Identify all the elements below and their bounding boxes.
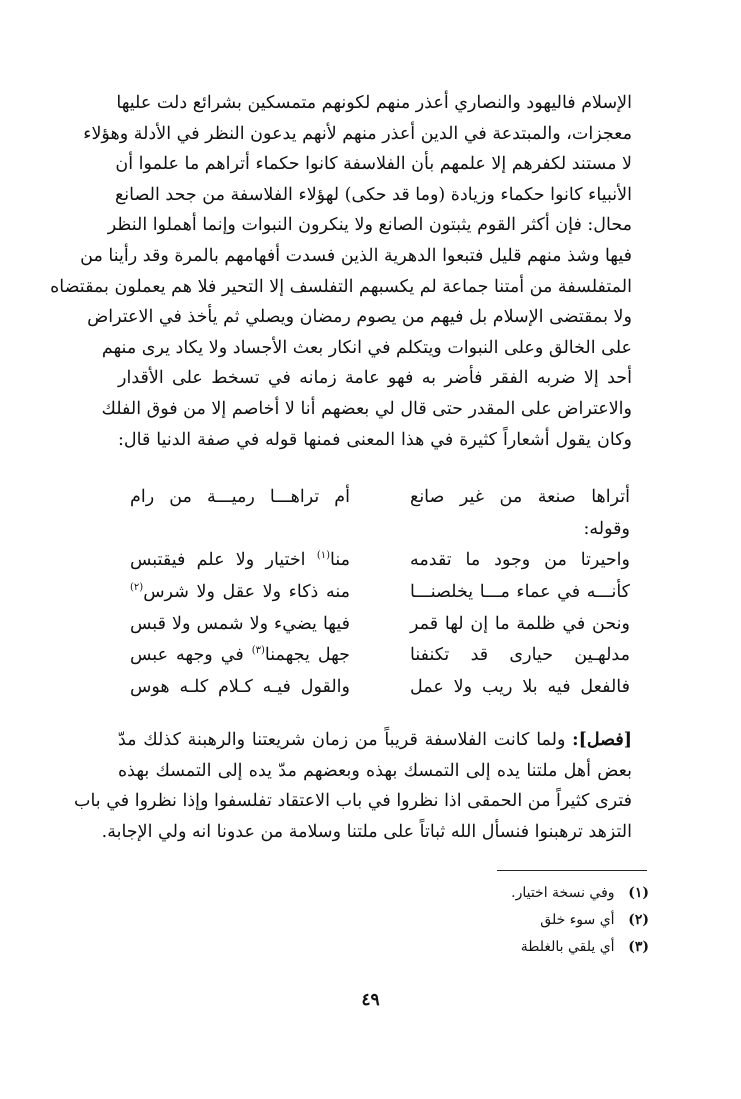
text-line: بعض أهل ملتنا يده إلى التمسك بهذه وبعضهم مدّ يده إلى التمسك بهذه <box>118 760 632 781</box>
section-label: [فصل]: <box>572 730 632 750</box>
verse-first-hemistich: ونحن في ظلمة ما إن لها قمر <box>410 613 630 634</box>
footnote-text: أي سوء خلق <box>540 912 615 928</box>
hemistich-text: في وجهه عبس <box>130 645 252 666</box>
text-line: الإسلام فاليهود والنصاري أعذر منهم لكونهم متمسكين بشرائع دلت عليها <box>116 93 632 113</box>
footnote-ref: (٣) <box>251 645 265 657</box>
text-line: المتفلسفة من أمتنا جماعة لم يكسبهم التفلسف إلا التحير فلا هم يعملون بمقتضاه <box>50 276 632 297</box>
verse-first-hemistich: كأنـــه في عماء مـــا يخلصنـــا <box>410 582 630 603</box>
footnotes <box>389 880 649 961</box>
footnote <box>389 934 649 961</box>
footnote-number: (٣) <box>628 939 649 955</box>
text-line: والاعتراض على المقدر حتى قال لي بعضهم أنا لا أخاصم إلا من فوق الفلك <box>101 398 632 419</box>
hemistich-text: جهل يجهمنا <box>264 645 350 666</box>
poem-verse <box>130 545 630 577</box>
text-line: أحد إلا ضربه الفقر فأضر به فهو عامة زمانه في تسخط على الأقدار <box>118 368 632 389</box>
text-line: لا مستند لكفرهم إلا علمهم بأن الفلاسفة كانوا حكماء أتراهم ما علموا أن <box>115 154 632 175</box>
footnote-ref: (١) <box>316 550 330 562</box>
footnote-text: وفي نسخة اختيار. <box>511 885 615 901</box>
footnote-number: (١) <box>628 885 649 901</box>
poem-verse <box>130 577 630 609</box>
verse-first-hemistich: مدلهـين حيارى قد تكنفنا <box>410 645 630 666</box>
hemistich-text: اختيار ولا علم فيقتبس <box>130 550 317 571</box>
text-line: الأنبياء كانوا حكماء وزيادة (وما قد حكى) لهؤلاء الفلاسفة من جحد الصانع <box>114 184 632 205</box>
hemistich-text: فيها يضيء ولا شمس ولا قبس <box>130 613 350 634</box>
verse-first-hemistich: واحيرتا من وجود ما تقدمه <box>410 550 630 571</box>
poem-verse <box>130 609 630 641</box>
footnote-divider <box>497 870 647 871</box>
footnote <box>389 880 649 907</box>
verse-second-hemistich <box>130 545 350 577</box>
hemistich-text: والقول فيـه كـلام كلـه هوس <box>130 677 350 698</box>
footnote-number: (٢) <box>628 912 649 928</box>
footnote-ref: (٢) <box>130 582 144 594</box>
poem-verse <box>130 482 630 514</box>
poem <box>130 482 630 704</box>
poem-verse <box>130 672 630 704</box>
verse-first-hemistich: أتراها صنعة من غير صانع <box>410 487 630 507</box>
text-line: فيها وشذ منهم قليل فتبعوا الدهرية الذين فسدت أفهامهم بالمرة وقد رأينا من <box>80 245 632 266</box>
verse-second-hemistich <box>130 577 350 609</box>
verse-second-hemistich <box>130 672 350 704</box>
text-line: التزهد ترهبنوا فنسأل الله ثباتاً على ملتنا وسلامة من عدونا انه ولي الإجابة. <box>101 821 632 842</box>
poem-verse <box>130 640 630 672</box>
verse-first-hemistich: فالفعل فيه بلا ريب ولا عمل <box>410 677 630 698</box>
section-text: ولما كانت الفلاسفة قريباً من زمان شريعتنا والرهبنة كذلك مدّ <box>118 730 573 750</box>
verse-second-hemistich: أم تراهـــا رميـــة من رام <box>130 487 350 507</box>
verse-second-hemistich <box>130 640 350 672</box>
hemistich-text: منه ذكاء ولا عقل ولا شرس <box>143 582 350 603</box>
hemistich-text: منا <box>330 550 350 571</box>
text-line: معجزات، والمبتدعة في الدين أعذر منهم لأنهم يدعون النظر في الأدلة وهؤلاء <box>83 123 632 144</box>
text-line: محال: فإن أكثر القوم يثبتون الصانع ولا ينكرون النبوات وإنما أهملوا النظر <box>107 215 632 236</box>
poem-intro: وقوله: <box>583 518 630 539</box>
text-line: على الخالق وعلى النبوات ويتكلم في انكار بعث الأجساد ولا يكاد يرى منهم <box>101 337 632 358</box>
page-number: ٤٩ <box>361 990 380 1010</box>
section-paragraph <box>73 725 632 847</box>
text-line <box>118 725 632 756</box>
footnote <box>389 907 649 934</box>
text-line: وكان يقول أشعاراً كثيرة في هذا المعنى فمنها قوله في صفة الدنيا قال: <box>118 429 632 450</box>
text-line: ولا بمقتضى الإسلام بل فيهم من يصوم رمضان ويصلي ثم يأخذ في الاعتراض <box>87 307 632 328</box>
main-paragraph <box>50 88 632 455</box>
verse-second-hemistich <box>130 609 350 641</box>
footnote-text: أي يلقي بالغلطة <box>520 939 615 955</box>
text-line: فترى كثيراً من الحمقى اذا نظروا في باب الاعتقاد تفلسفوا وإذا نظروا في باب <box>73 791 632 811</box>
